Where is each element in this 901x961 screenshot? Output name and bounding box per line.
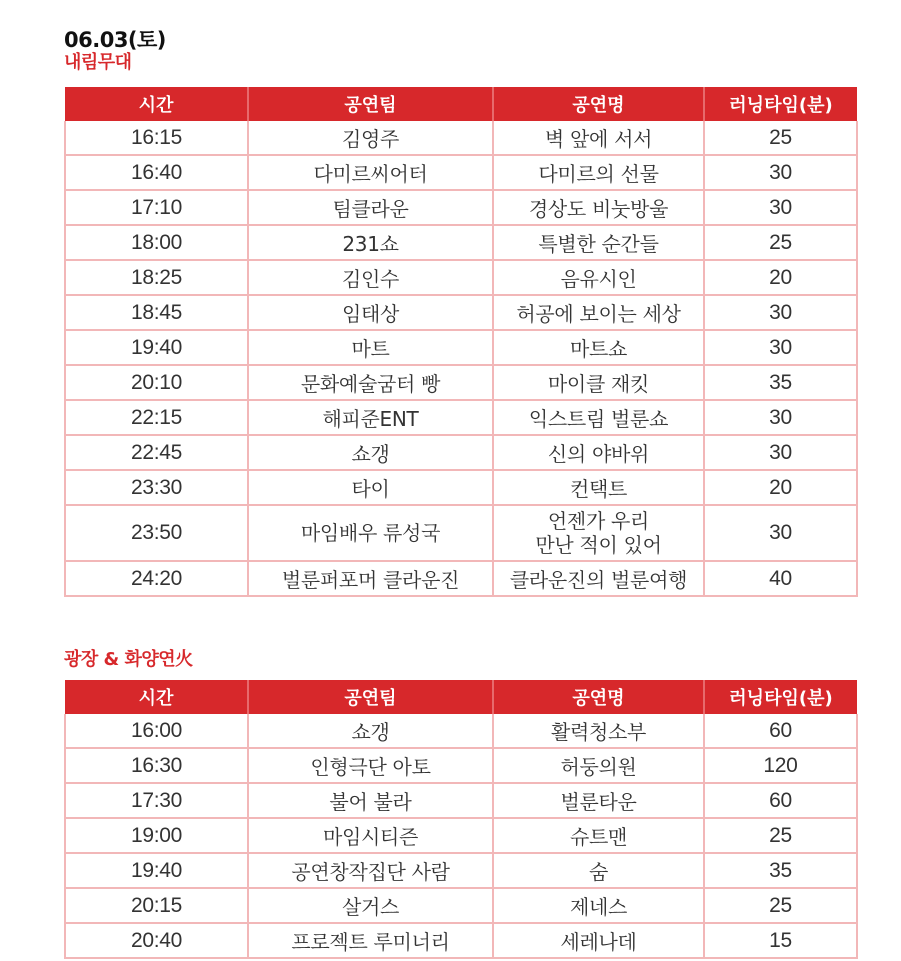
header-show: 공연명 xyxy=(493,87,704,121)
cell-team: 벌룬퍼포머 클라운진 xyxy=(248,561,493,596)
cell-time: 20:10 xyxy=(65,365,248,400)
schedule-table-plaza xyxy=(64,680,858,959)
cell-runtime: 30 xyxy=(704,505,857,561)
cell-runtime: 35 xyxy=(704,853,857,888)
cell-runtime: 30 xyxy=(704,155,857,190)
cell-team: 쇼갱 xyxy=(248,435,493,470)
cell-show: 마트쇼 xyxy=(493,330,704,365)
cell-show: 클라운진의 벌룬여행 xyxy=(493,561,704,596)
cell-time: 18:25 xyxy=(65,260,248,295)
table-row xyxy=(65,155,857,190)
cell-runtime: 30 xyxy=(704,190,857,225)
cell-time: 20:15 xyxy=(65,888,248,923)
cell-show: 신의 야바위 xyxy=(493,435,704,470)
cell-time: 18:00 xyxy=(65,225,248,260)
table-row xyxy=(65,295,857,330)
cell-show: 경상도 비눗방울 xyxy=(493,190,704,225)
table-row xyxy=(65,853,857,888)
cell-team: 마임배우 류성국 xyxy=(248,505,493,561)
cell-runtime: 25 xyxy=(704,121,857,155)
cell-time: 24:20 xyxy=(65,561,248,596)
table-header-row xyxy=(65,87,857,121)
table-row xyxy=(65,400,857,435)
cell-runtime: 20 xyxy=(704,260,857,295)
table-row xyxy=(65,330,857,365)
cell-show: 벌룬타운 xyxy=(493,783,704,818)
schedule-table-stage xyxy=(64,87,858,597)
cell-show: 컨택트 xyxy=(493,470,704,505)
cell-line: 만난 적이 있어 xyxy=(535,533,662,557)
cell-time: 16:15 xyxy=(65,121,248,155)
table-row xyxy=(65,225,857,260)
cell-line: 언젠가 우리 xyxy=(547,509,650,533)
cell-show: 세레나데 xyxy=(493,923,704,958)
cell-show: 특별한 순간들 xyxy=(493,225,704,260)
cell-team: 불어 불라 xyxy=(248,783,493,818)
cell-time: 17:10 xyxy=(65,190,248,225)
cell-team: 김인수 xyxy=(248,260,493,295)
header-runtime: 러닝타임(분) xyxy=(704,680,857,714)
table-row xyxy=(65,505,857,561)
table-row xyxy=(65,190,857,225)
cell-show: 숨 xyxy=(493,853,704,888)
header-time: 시간 xyxy=(65,87,248,121)
table-row xyxy=(65,748,857,783)
cell-time: 16:00 xyxy=(65,714,248,748)
schedule-date: 06.03(토) xyxy=(64,28,166,52)
cell-team: 프로젝트 루미너리 xyxy=(248,923,493,958)
cell-runtime: 15 xyxy=(704,923,857,958)
header-team: 공연팀 xyxy=(248,87,493,121)
cell-runtime: 40 xyxy=(704,561,857,596)
cell-time: 22:15 xyxy=(65,400,248,435)
cell-runtime: 25 xyxy=(704,225,857,260)
cell-team: 마트 xyxy=(248,330,493,365)
cell-time: 23:30 xyxy=(65,470,248,505)
cell-team: 팀클라운 xyxy=(248,190,493,225)
cell-team: 해피준ENT xyxy=(248,400,493,435)
header-time: 시간 xyxy=(65,680,248,714)
cell-team: 쇼갱 xyxy=(248,714,493,748)
cell-runtime: 120 xyxy=(704,748,857,783)
cell-show: 익스트림 벌룬쇼 xyxy=(493,400,704,435)
header-runtime: 러닝타임(분) xyxy=(704,87,857,121)
cell-show: 허공에 보이는 세상 xyxy=(493,295,704,330)
table-row xyxy=(65,561,857,596)
cell-runtime: 25 xyxy=(704,888,857,923)
table-row xyxy=(65,783,857,818)
table-row xyxy=(65,365,857,400)
table-row xyxy=(65,121,857,155)
cell-time: 16:40 xyxy=(65,155,248,190)
cell-team: 문화예술굼터 빵 xyxy=(248,365,493,400)
table-row xyxy=(65,923,857,958)
table-row xyxy=(65,470,857,505)
cell-show: 음유시인 xyxy=(493,260,704,295)
cell-time: 19:40 xyxy=(65,853,248,888)
cell-runtime: 25 xyxy=(704,818,857,853)
cell-team: 타이 xyxy=(248,470,493,505)
cell-runtime: 30 xyxy=(704,295,857,330)
table-row xyxy=(65,714,857,748)
cell-time: 19:00 xyxy=(65,818,248,853)
cell-runtime: 60 xyxy=(704,783,857,818)
cell-time: 19:40 xyxy=(65,330,248,365)
cell-show: 슈트맨 xyxy=(493,818,704,853)
section-title-plaza: 광장 & 화양연火 xyxy=(64,649,193,670)
cell-runtime: 60 xyxy=(704,714,857,748)
cell-runtime: 30 xyxy=(704,400,857,435)
cell-runtime: 20 xyxy=(704,470,857,505)
table-row xyxy=(65,260,857,295)
cell-team: 231쇼 xyxy=(248,225,493,260)
cell-show: 벽 앞에 서서 xyxy=(493,121,704,155)
cell-runtime: 30 xyxy=(704,435,857,470)
cell-time: 16:30 xyxy=(65,748,248,783)
cell-team: 마임시티즌 xyxy=(248,818,493,853)
section-title-stage: 내림무대 xyxy=(64,52,132,73)
table-row xyxy=(65,888,857,923)
header-show: 공연명 xyxy=(493,680,704,714)
cell-time: 17:30 xyxy=(65,783,248,818)
cell-team: 임태상 xyxy=(248,295,493,330)
cell-time: 18:45 xyxy=(65,295,248,330)
cell-runtime: 35 xyxy=(704,365,857,400)
cell-show: 활력청소부 xyxy=(493,714,704,748)
cell-show: 허둥의원 xyxy=(493,748,704,783)
cell-show xyxy=(493,505,704,561)
cell-time: 22:45 xyxy=(65,435,248,470)
cell-team: 김영주 xyxy=(248,121,493,155)
table-row xyxy=(65,435,857,470)
cell-team: 공연창작집단 사람 xyxy=(248,853,493,888)
header-team: 공연팀 xyxy=(248,680,493,714)
cell-show: 다미르의 선물 xyxy=(493,155,704,190)
table-row xyxy=(65,818,857,853)
cell-show: 제네스 xyxy=(493,888,704,923)
cell-team: 다미르씨어터 xyxy=(248,155,493,190)
cell-time: 20:40 xyxy=(65,923,248,958)
cell-team: 살거스 xyxy=(248,888,493,923)
cell-show: 마이클 재킷 xyxy=(493,365,704,400)
cell-team: 인형극단 아토 xyxy=(248,748,493,783)
table-header-row xyxy=(65,680,857,714)
cell-time: 23:50 xyxy=(65,505,248,561)
cell-runtime: 30 xyxy=(704,330,857,365)
